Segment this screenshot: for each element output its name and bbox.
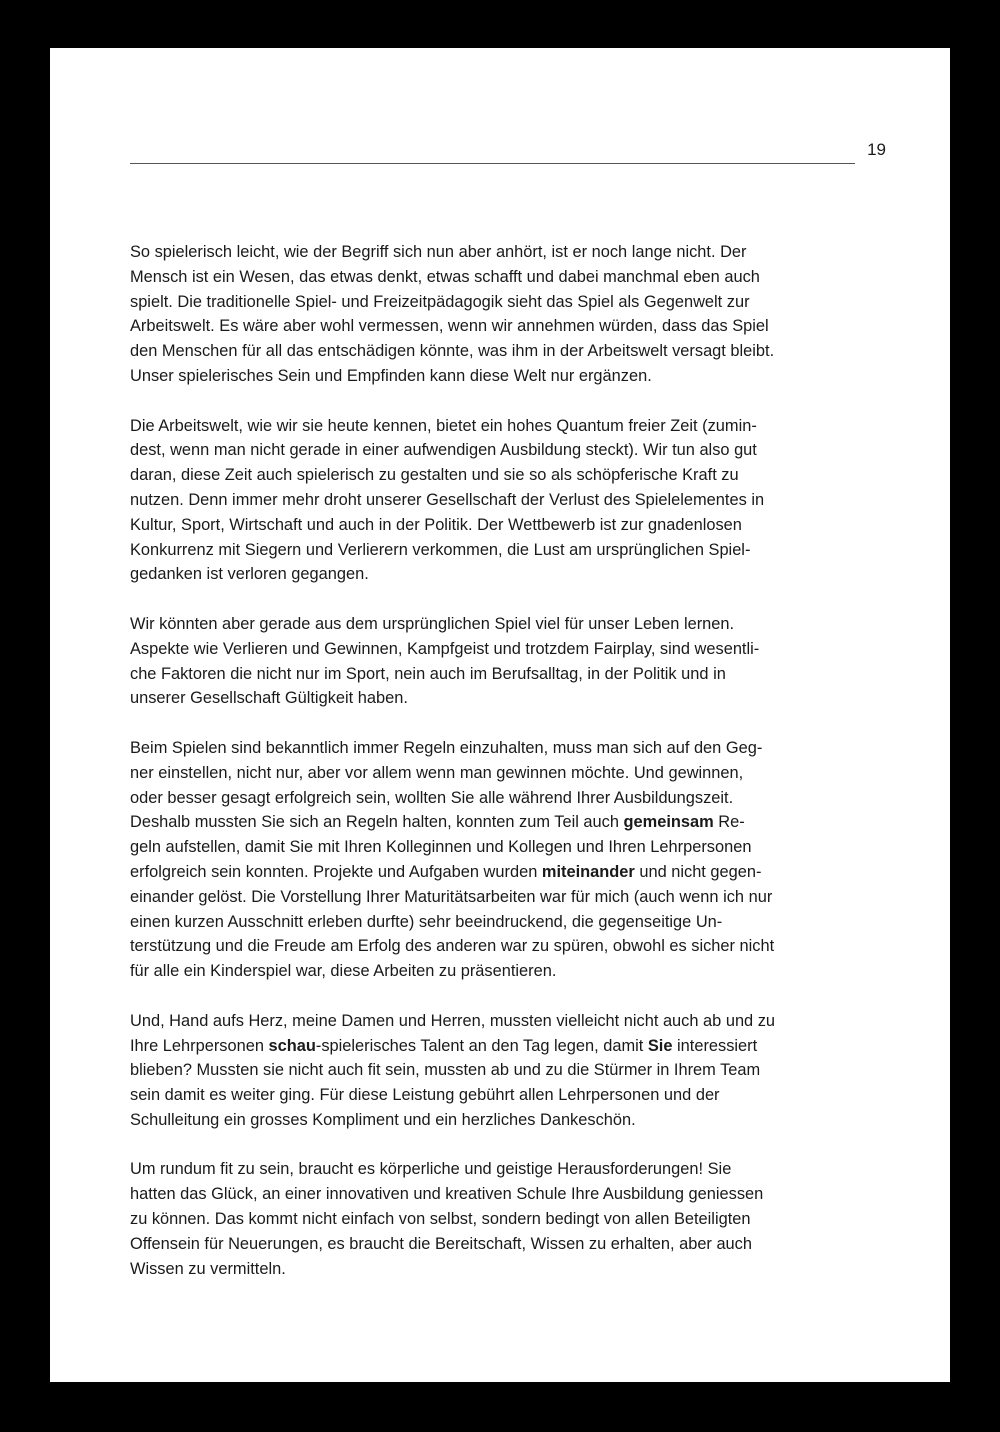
- text-line: Konkurrenz mit Siegern und Verlierern verkommen, die Lust am ursprünglichen Spiel-: [130, 540, 751, 559]
- text-line: für alle ein Kinderspiel war, diese Arbeiten zu präsentieren.: [130, 962, 557, 981]
- page-number: 19: [867, 140, 886, 159]
- text-line: [130, 810, 840, 835]
- text-line: Aspekte wie Verlieren und Gewinnen, Kampfgeist und trotzdem Fairplay, sind wesentli-: [130, 639, 760, 658]
- text-line: Und, Hand aufs Herz, meine Damen und Herren, mussten vielleicht nicht auch ab und zu: [130, 1011, 776, 1030]
- text-line: gedanken ist verloren gegangen.: [130, 565, 369, 584]
- text-line: nutzen. Denn immer mehr droht unserer Gesellschaft der Verlust des Spielelementes in: [130, 490, 765, 509]
- bold-emphasis: miteinander: [541, 862, 635, 881]
- text-line: oder besser gesagt erfolgreich sein, wollten Sie alle während Ihrer Ausbildungszeit.: [130, 788, 734, 807]
- text-line: einander gelöst. Die Vorstellung Ihrer Maturitätsarbeiten war für mich (auch wenn ich nur: [130, 887, 773, 906]
- paragraph: [130, 1009, 840, 1133]
- text-line: [130, 860, 840, 885]
- header-divider: [130, 163, 855, 164]
- paragraph: [130, 612, 840, 711]
- text-line: Kultur, Sport, Wirtschaft und auch in der Politik. Der Wettbewerb ist zur gnadenlosen: [130, 515, 742, 534]
- text-line: einen kurzen Ausschnitt erleben durfte) sehr beeindruckend, die gegenseitige Un-: [130, 912, 723, 931]
- document-page: [50, 48, 950, 1382]
- text-line: spielt. Die traditionelle Spiel- und Freizeitpädagogik sieht das Spiel als Gegenwelt zur: [130, 292, 750, 311]
- text-line: Die Arbeitswelt, wie wir sie heute kennen, bietet ein hohes Quantum freier Zeit (zumin-: [130, 416, 757, 435]
- text-line: Unser spielerisches Sein und Empfinden kann diese Welt nur ergänzen.: [130, 366, 652, 385]
- text-line: dest, wenn man nicht gerade in einer aufwendigen Ausbildung steckt). Wir tun also gut: [130, 441, 757, 460]
- bold-emphasis: Sie: [647, 1036, 673, 1055]
- paragraph: [130, 1157, 840, 1281]
- text-line: terstützung und die Freude am Erfolg des anderen war zu spüren, obwohl es sicher nicht: [130, 937, 775, 956]
- text-line: So spielerisch leicht, wie der Begriff sich nun aber anhört, ist er noch lange nicht. Der: [130, 243, 747, 261]
- text-segment: -spielerisches Talent an den Tag legen, damit: [315, 1036, 648, 1055]
- text-line: daran, diese Zeit auch spielerisch zu gestalten und sie so als schöpferische Kraft zu: [130, 466, 739, 485]
- text-segment: Re-: [713, 813, 745, 832]
- text-line: Wissen zu vermitteln.: [130, 1259, 286, 1278]
- text-line: den Menschen für all das entschädigen könnte, was ihm in der Arbeitswelt versagt bleibt.: [130, 342, 775, 361]
- text-segment: interessiert: [672, 1036, 758, 1055]
- text-line: sein damit es weiter ging. Für diese Leistung gebührt allen Lehrpersonen und der: [130, 1086, 720, 1105]
- paragraph: [130, 736, 840, 984]
- body-text: [130, 240, 840, 1306]
- bold-emphasis: gemeinsam: [623, 813, 714, 832]
- text-line: ner einstellen, nicht nur, aber vor allem wenn man gewinnen möchte. Und gewinnen,: [130, 763, 744, 782]
- text-segment: Ihre Lehrpersonen: [130, 1036, 269, 1055]
- text-line: che Faktoren die nicht nur im Sport, nein auch im Berufsalltag, in der Politik und in: [130, 664, 726, 683]
- text-line: Mensch ist ein Wesen, das etwas denkt, etwas schafft und dabei manchmal eben auch: [130, 267, 760, 286]
- text-line: Beim Spielen sind bekanntlich immer Regeln einzuhalten, muss man sich auf den Geg-: [130, 738, 763, 757]
- text-segment: erfolgreich sein konnten. Projekte und Aufgaben wurden: [130, 862, 542, 881]
- text-line: hatten das Glück, an einer innovativen und kreativen Schule Ihre Ausbildung geniessen: [130, 1185, 764, 1204]
- paragraph: [130, 414, 840, 588]
- text-line: Arbeitswelt. Es wäre aber wohl vermessen, wenn wir annehmen würden, dass das Spiel: [130, 317, 769, 336]
- text-line: geln aufstellen, damit Sie mit Ihren Kolleginnen und Kollegen und Ihren Lehrpersonen: [130, 838, 752, 857]
- text-line: Um rundum fit zu sein, braucht es körperliche und geistige Herausforderungen! Sie: [130, 1160, 732, 1179]
- text-line: Offensein für Neuerungen, es braucht die Bereitschaft, Wissen zu erhalten, aber auch: [130, 1234, 752, 1253]
- text-line: unserer Gesellschaft Gültigkeit haben.: [130, 689, 408, 708]
- text-line: Wir könnten aber gerade aus dem ursprünglichen Spiel viel für unser Leben lernen.: [130, 614, 735, 633]
- text-line: [130, 1034, 840, 1059]
- text-line: zu können. Das kommt nicht einfach von selbst, sondern bedingt von allen Beteiligten: [130, 1210, 751, 1229]
- paragraph: [130, 240, 840, 389]
- text-segment: und nicht gegen-: [634, 862, 762, 881]
- text-segment: Deshalb mussten Sie sich an Regeln halten, konnten zum Teil auch: [130, 813, 624, 832]
- text-line: blieben? Mussten sie nicht auch fit sein, mussten ab und zu die Stürmer in Ihrem Team: [130, 1061, 761, 1080]
- text-line: Schulleitung ein grosses Kompliment und ein herzliches Dankeschön.: [130, 1110, 636, 1129]
- bold-emphasis: schau: [268, 1036, 316, 1055]
